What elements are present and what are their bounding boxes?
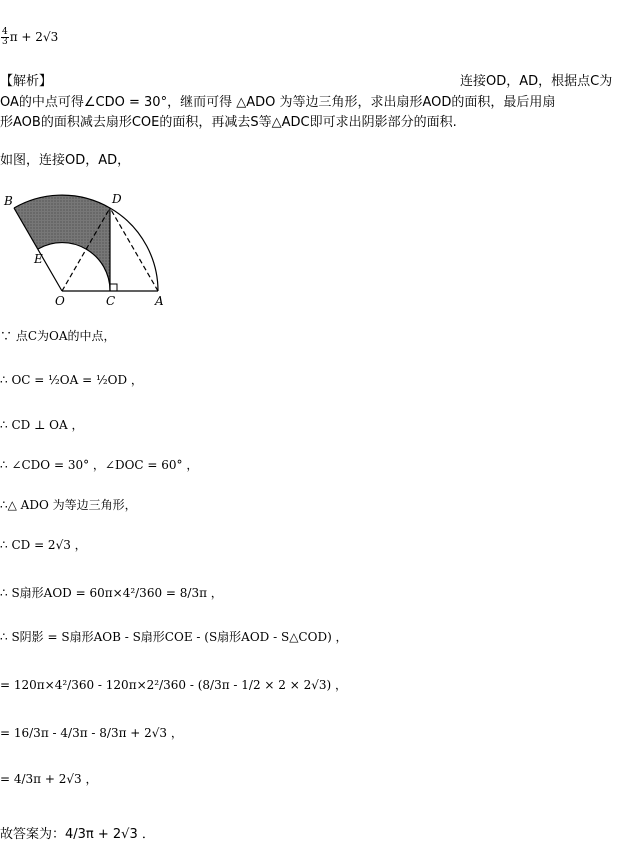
step-11: = 4/3π + 2√3 ，: [0, 772, 98, 786]
step-9: = 120π×4²/360 - 120π×2²/360 - (8/3π - 1/2 × 2 × 2√3) ，: [0, 678, 348, 692]
step-10: = 16/3π - 4/3π - 8/3π + 2√3 ，: [0, 726, 183, 740]
analysis-line2: OA的中点可得∠CDO = 30°，继而可得 △ADO 为等边三角形，求出扇形AOD的面积，最后用扇: [0, 95, 556, 110]
label-O: O: [55, 294, 65, 308]
label-C: C: [106, 294, 116, 308]
final-answer: 故答案为：4/3π + 2√3 ．: [0, 827, 155, 842]
analysis-heading: 【解析】: [0, 74, 53, 89]
step-2: ∴ OC = ½OA = ½OD ，: [0, 373, 143, 387]
step-4: ∴ ∠CDO = 30° ，∠DOC = 60° ，: [0, 458, 199, 472]
segment-AD: [110, 208, 158, 291]
geometry-figure: [0, 188, 180, 308]
label-A: A: [155, 294, 164, 308]
analysis-line1-right: 连接OD，AD，根据点C为: [460, 74, 613, 89]
step-5: ∴△ ADO 为等边三角形，: [0, 498, 137, 512]
analysis-line3: 形AOB的面积减去扇形COE的面积，再减去S等△ADC即可求出阴影部分的面积.: [0, 115, 457, 130]
right-angle-mark: [110, 284, 117, 291]
step-8: ∴ S阴影 = S扇形AOB - S扇形COE - (S扇形AOD - S△COD) ，: [0, 630, 348, 644]
top-answer: $\frac{4}{3}$ π + 2√3: [2, 27, 59, 47]
step-6: ∴ CD = 2√3 ，: [0, 538, 87, 552]
step-7: ∴ S扇形AOD = 60π×4²/360 = 8/3π ，: [0, 586, 223, 600]
intro-text: 如图，连接OD，AD，: [0, 153, 131, 168]
step-1: ∵ 点C为OA的中点，: [0, 329, 116, 343]
label-D: D: [112, 192, 122, 206]
step-3: ∴ CD ⊥ OA ，: [0, 418, 84, 432]
label-E: E: [34, 252, 43, 266]
label-B: B: [4, 194, 13, 208]
